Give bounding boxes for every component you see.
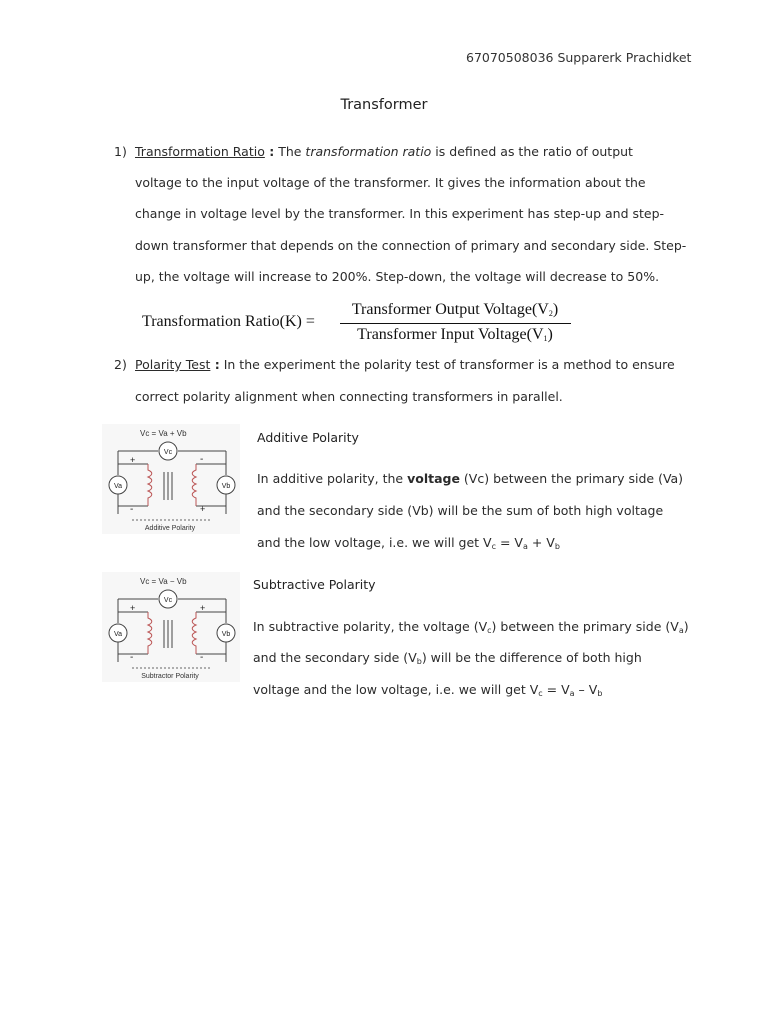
additive-text-1: In additive polarity, the voltage (Vc) between the primary side (Va) — [257, 471, 684, 486]
additive-text-2: and the secondary side (Vb) will be the sum of both high voltage — [257, 503, 664, 518]
section-1-text-1: is defined as the ratio of output — [431, 144, 633, 159]
section-1-intro: The — [274, 144, 306, 159]
svg-text:Va: Va — [113, 483, 123, 490]
section-1-line-1 — [135, 136, 633, 168]
svg-text:Vc: Vc — [163, 597, 173, 604]
section-2-line-1 — [135, 349, 675, 381]
svg-text:Vb: Vb — [221, 483, 231, 490]
subtractive-heading: Subtractive Polarity — [253, 577, 376, 592]
svg-text:-: - — [200, 652, 204, 663]
svg-text:Vc: Vc — [163, 449, 173, 456]
svg-text:Va: Va — [113, 631, 123, 638]
svg-text:-: - — [130, 504, 134, 515]
section-2-colon: : — [210, 357, 220, 372]
section-2-number: 2) — [114, 357, 127, 372]
section-1-colon: : — [264, 144, 275, 159]
svg-text:+: + — [200, 504, 206, 514]
svg-text:-: - — [130, 652, 134, 663]
svg-text:+: + — [130, 603, 136, 613]
section-1-text-2: voltage to the input voltage of the transformer. It gives the information about the — [135, 175, 646, 190]
section-1-heading: Transformation Ratio — [135, 144, 265, 159]
additive-polarity-diagram — [102, 424, 240, 534]
additive-heading: Additive Polarity — [257, 430, 359, 445]
section-1-text-4: down transformer that depends on the connection of primary and secondary side. Step- — [135, 238, 687, 253]
additive-caption: Additive Polarity — [144, 525, 196, 532]
svg-text:Vb: Vb — [221, 631, 231, 638]
section-1-number: 1) — [114, 144, 127, 159]
svg-text:+: + — [130, 455, 136, 465]
subtractive-text-3: voltage and the low voltage, i.e. we will get $V_c = V_a - V_b$ — [253, 682, 603, 698]
formula-lhs: Transformation Ratio(K) = — [142, 313, 315, 330]
formula-denominator: Transformer Input $Voltage(V_1)$ — [357, 326, 553, 343]
section-1-text-5: up, the voltage will increase to 200%. Step-down, the voltage will decrease to 50%. — [135, 269, 660, 284]
additive-text-3: and the low voltage, i.e. we will get $V_c = V_a + V_b$ — [257, 535, 560, 551]
fraction-bar — [340, 323, 571, 324]
formula-numerator: Transformer Output $Voltage(V_2)$ — [351, 301, 559, 318]
subtractive-equation: Vc = Va − Vb — [140, 577, 187, 586]
section-1-text-3: change in voltage level by the transformer. In this experiment has step-up and step- — [135, 206, 665, 221]
section-2-heading: Polarity Test — [135, 357, 211, 372]
page-title: Transformer — [340, 97, 428, 113]
additive-equation: Vc = Va + Vb — [140, 429, 187, 438]
section-1-term: transformation ratio — [305, 144, 432, 159]
subtractive-polarity-diagram — [102, 572, 240, 682]
subtractive-text-2: and the secondary side $(V_b)$ will be the difference of both high — [253, 650, 642, 666]
section-2-text-2: correct polarity alignment when connecting transformers in parallel. — [135, 389, 563, 404]
svg-text:-: - — [200, 454, 204, 465]
subtractive-text-1: In subtractive polarity, the voltage $(V_c)$ between the primary side $(V_a)$ — [253, 619, 689, 635]
svg-text:+: + — [200, 603, 206, 613]
subtractive-caption: Subtractor Polarity — [141, 673, 199, 680]
section-2-text-1: In the experiment the polarity test of transformer is a method to ensure — [219, 357, 675, 372]
author-header: 67070508036 Supparerk Prachidket — [466, 50, 692, 65]
